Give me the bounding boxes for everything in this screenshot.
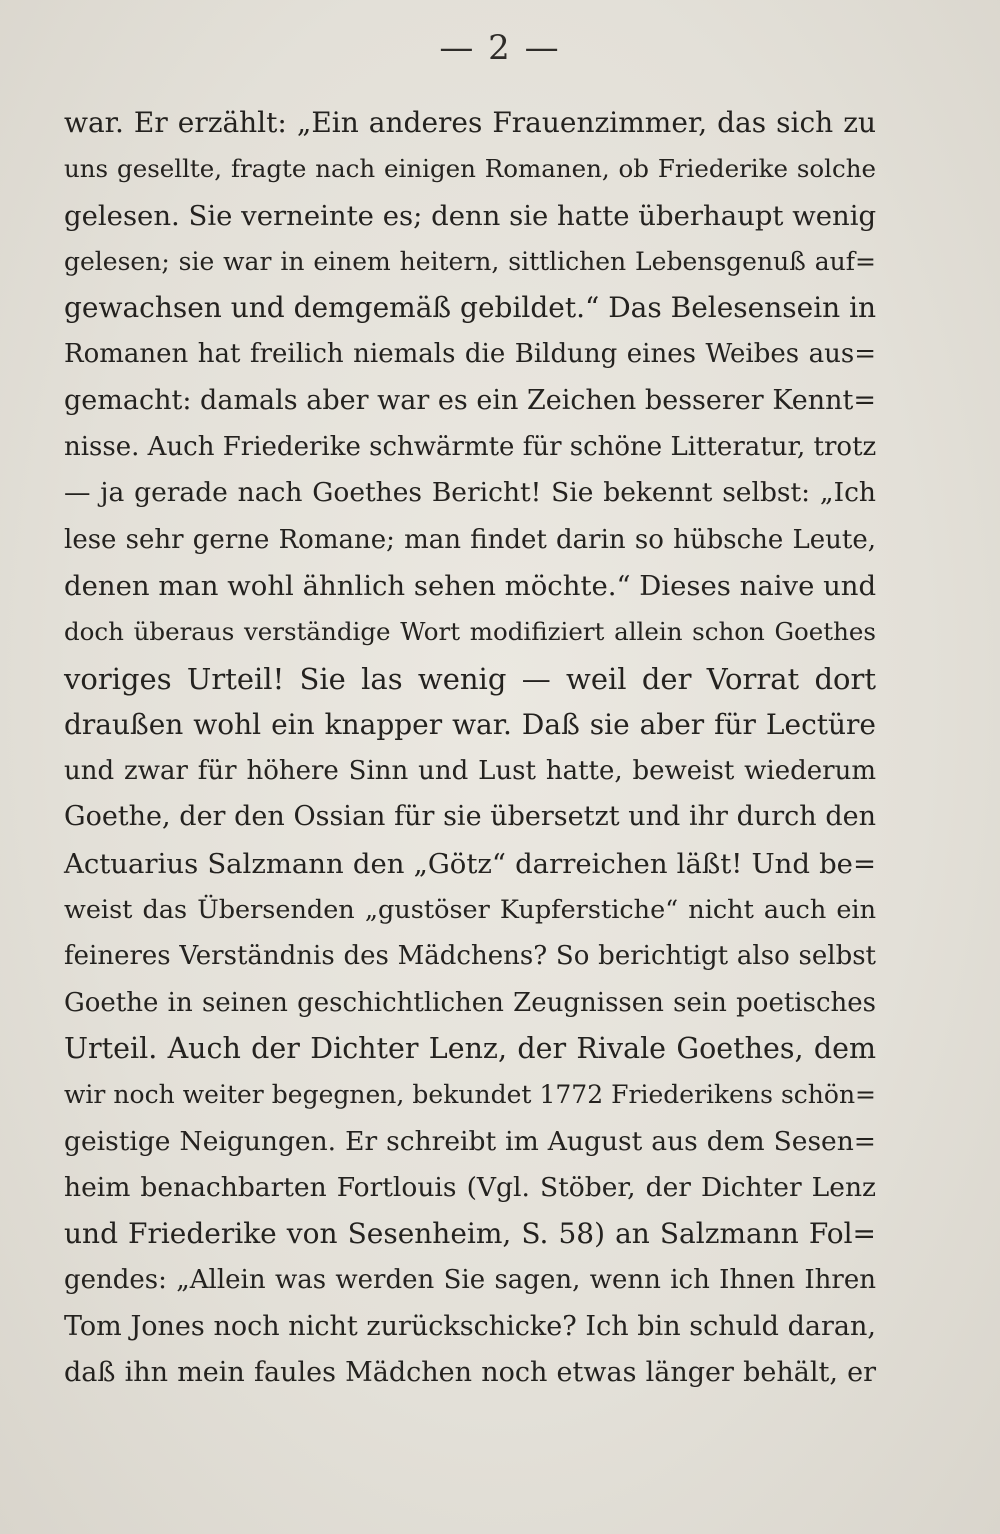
- text-line: uns gesellte, fragte nach einigen Romanen, ob Friederike solche: [64, 154, 876, 184]
- text-line: Goethe, der den Ossian für sie übersetzt und ihr durch den: [64, 801, 876, 833]
- text-line: lese sehr gerne Romane; man findet darin so hübsche Leute,: [64, 524, 876, 555]
- text-line: Goethe in seinen geschichtlichen Zeugnissen sein poetisches: [64, 987, 876, 1018]
- text-line: Actuarius Salzmann den „Götz“ darreichen läßt! Und be=: [64, 847, 876, 880]
- text-line: Urteil. Auch der Dichter Lenz, der Rivale Goethes, dem: [64, 1031, 876, 1065]
- text-line: — ja gerade nach Goethes Bericht! Sie bekennt selbst: „Ich: [64, 477, 876, 509]
- text-line: nisse. Auch Friederike schwärmte für schöne Litteratur, trotz: [64, 432, 877, 463]
- text-line: und Friederike von Sesenheim, S. 58) an Salzmann Fol=: [64, 1217, 876, 1251]
- text-line: Tom Jones noch nicht zurückschicke? Ich bin schuld daran,: [64, 1310, 876, 1342]
- text-line: voriges Urteil! Sie las wenig — weil der Vorrat dort: [64, 661, 876, 696]
- text-line: denen man wohl ähnlich sehen möchte.“ Dieses naive und: [64, 569, 877, 602]
- text-line: wir noch weiter begegnen, bekundet 1772 Friederikens schön=: [64, 1080, 876, 1110]
- text-line: gendes: „Allein was werden Sie sagen, wenn ich Ihnen Ihren: [64, 1265, 876, 1296]
- text-line: doch überaus verständige Wort modifiziert allein schon Goethes: [64, 617, 876, 647]
- text-line: weist das Übersenden „gustöser Kupferstiche“ nicht auch ein: [64, 895, 876, 926]
- text-line: und zwar für höhere Sinn und Lust hatte, beweist wiederum: [64, 756, 876, 787]
- text-line: geistige Neigungen. Er schreibt im August aus dem Sesen=: [64, 1125, 876, 1157]
- text-line: heim benachbarten Fortlouis (Vgl. Stöber, der Dichter Lenz: [64, 1171, 876, 1203]
- page-number: — 2 —: [439, 28, 561, 68]
- text-line: war. Er erzählt: „Ein anderes Frauenzimmer, das sich zu: [64, 106, 876, 139]
- text-line: daß ihn mein faules Mädchen noch etwas länger behält, er: [64, 1357, 876, 1389]
- text-line: gelesen. Sie verneinte es; denn sie hatte überhaupt wenig: [64, 199, 877, 232]
- text-line: gewachsen und demgemäß gebildet.“ Das Belesensein in: [64, 291, 877, 325]
- text-line: gelesen; sie war in einem heitern, sittlichen Lebensgenuß auf=: [64, 246, 876, 276]
- text-line: Romanen hat freilich niemals die Bildung eines Weibes aus=: [64, 339, 876, 370]
- body-text: [64, 100, 876, 1396]
- text-line: gemacht: damals aber war es ein Zeichen besserer Kennt=: [64, 384, 876, 416]
- text-line: feineres Verständnis des Mädchens? So berichtigt also selbst: [64, 941, 876, 972]
- text-line: draußen wohl ein knapper war. Daß sie aber für Lectüre: [64, 707, 876, 741]
